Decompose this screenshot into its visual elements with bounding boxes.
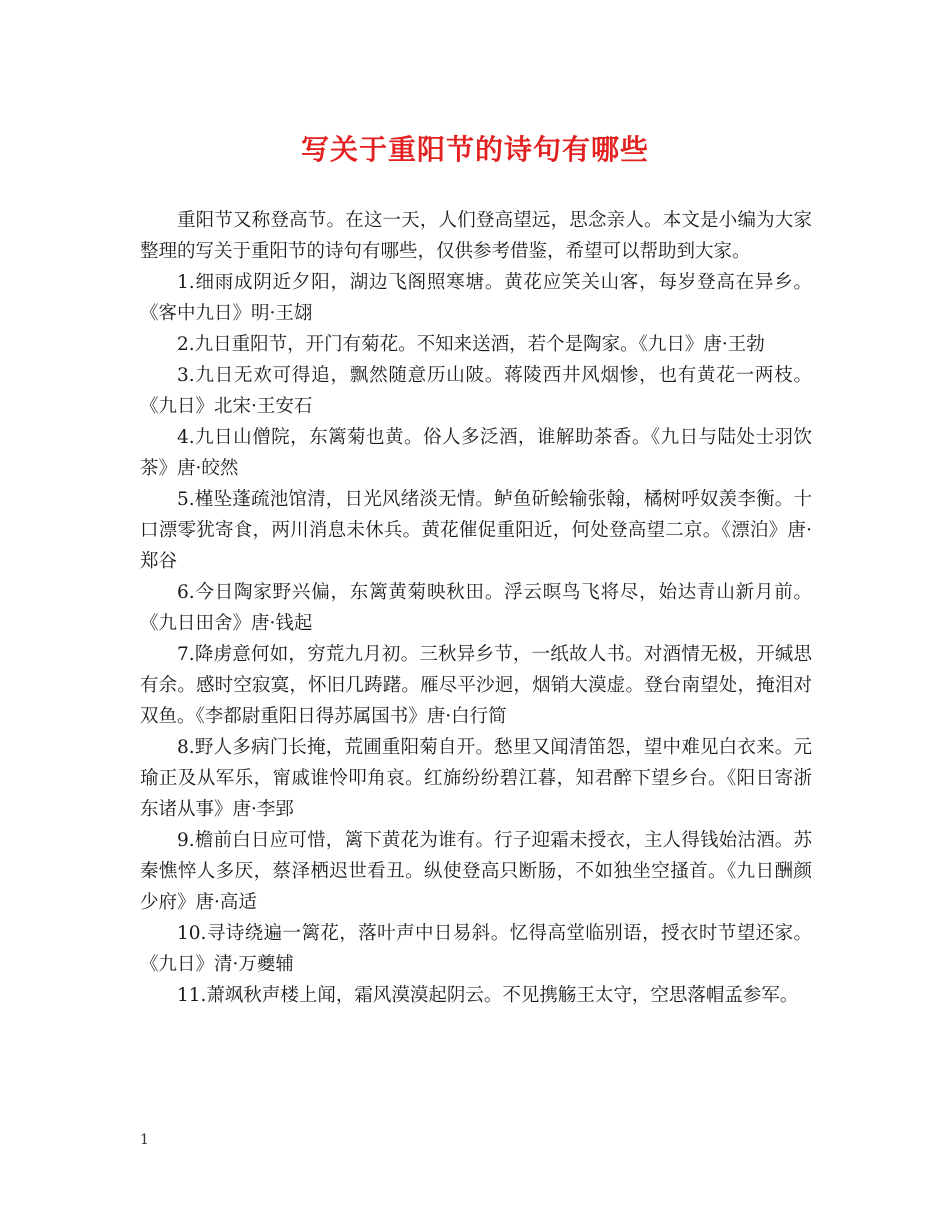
poem-item-9: 9.檐前白日应可惜，篱下黄花为谁有。行子迎霜未授衣，主人得钱始沽酒。苏秦憔悴人多厌，蔡泽栖迟世看丑。纵使登高只断肠，不如独坐空搔首。《九日酬颜少府》唐·高适 [140, 830, 812, 913]
poem-item-10: 10.寻诗绕遍一篱花，落叶声中日易斜。忆得高堂临别语，授衣时节望还家。《九日》清·万夔辅 [140, 923, 812, 975]
page-title: 写关于重阳节的诗句有哪些 [300, 133, 649, 166]
poem-item-11: 11.萧飒秋声楼上闻，霜风漠漠起阴云。不见携觞王太守，空思落帽孟参军。 [177, 985, 799, 1006]
intro-paragraph: 重阳节又称登高节。在这一天，人们登高望远，思念亲人。本文是小编为大家整理的写关于重阳节的诗句有哪些，仅供参考借鉴，希望可以帮助到大家。 [140, 210, 812, 262]
poem-item-7: 7.降虏意何如，穷荒九月初。三秋异乡节，一纸故人书。对酒情无极，开缄思有余。感时空寂寞，怀旧几踌躇。雁尽平沙迥，烟销大漠虚。登台南望处，掩泪对双鱼。《李都尉重阳日得苏属国书》唐·白行简 [140, 644, 812, 727]
page-number: 1 [140, 1132, 149, 1148]
article-body [140, 205, 812, 1011]
poem-item-8: 8.野人多病门长掩，荒圃重阳菊自开。愁里又闻清笛怨，望中难见白衣来。元瑜正及从军乐，甯戚谁怜叩角哀。红旆纷纷碧江暮，知君醉下望乡台。《阳日寄浙东诸从事》唐·李郢 [140, 737, 812, 820]
poem-item-2: 2.九日重阳节，开门有菊花。不知来送酒，若个是陶家。《九日》唐·王勃 [177, 334, 765, 355]
poem-item-5: 5.槿坠蓬疏池馆清，日光风绪淡无情。鲈鱼斫鲙输张翰，橘树呼奴羡李衡。十口漂零犹寄食，两川消息未休兵。黄花催促重阳近，何处登高望二京。《漂泊》唐·郑谷 [140, 489, 812, 572]
poem-item-6: 6.今日陶家野兴偏，东篱黄菊映秋田。浮云暝鸟飞将尽，始达青山新月前。《九日田舍》唐·钱起 [140, 582, 812, 634]
poem-item-4: 4.九日山僧院，东篱菊也黄。俗人多泛酒，谁解助茶香。《九日与陆处士羽饮茶》唐·皎然 [140, 427, 812, 479]
poem-item-1: 1.细雨成阴近夕阳，湖边飞阁照寒塘。黄花应笑关山客，每岁登高在异乡。《客中九日》明·王翃 [140, 272, 812, 324]
poem-item-3: 3.九日无欢可得追，飘然随意历山陂。蒋陵西井风烟惨，也有黄花一两枝。《九日》北宋·王安石 [140, 365, 812, 417]
